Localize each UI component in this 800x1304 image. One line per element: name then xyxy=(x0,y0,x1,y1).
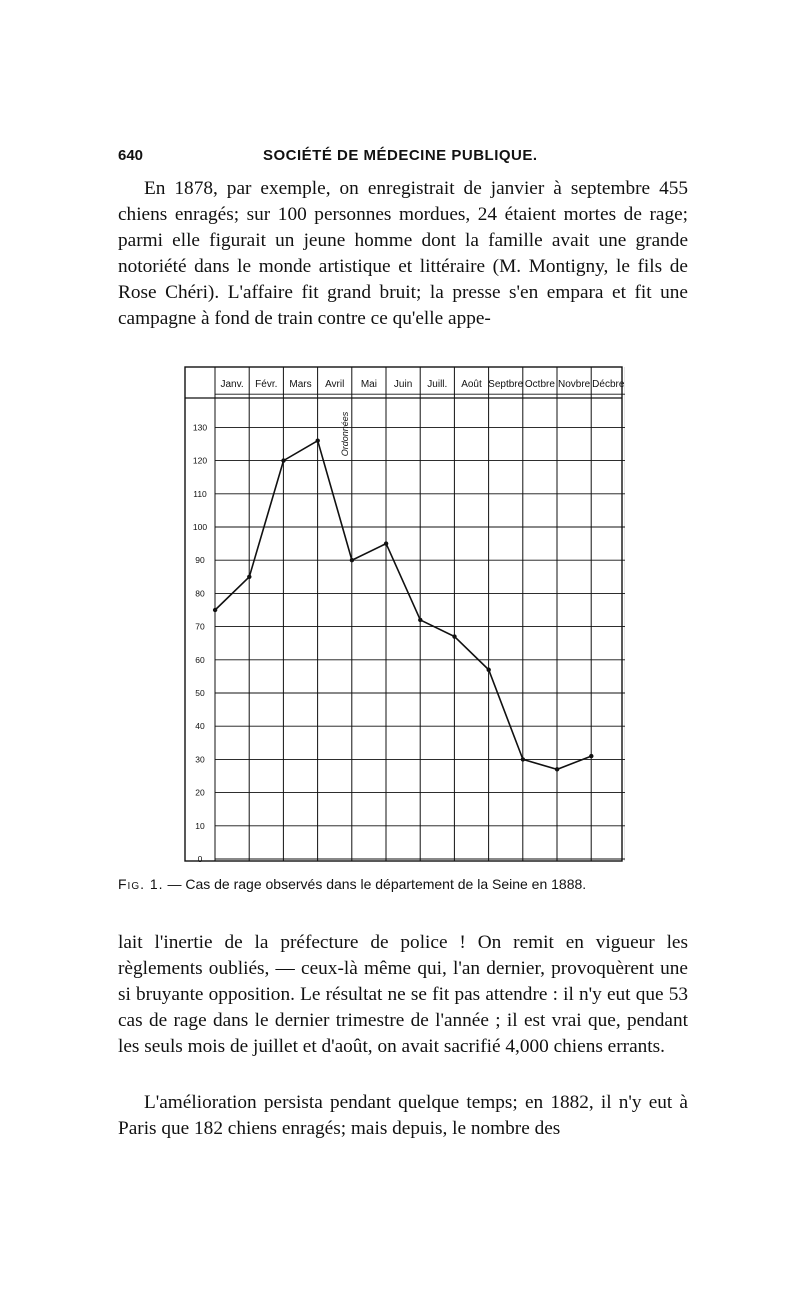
data-point xyxy=(555,767,559,771)
y-tick-label: 50 xyxy=(195,688,205,698)
y-tick-label: 70 xyxy=(195,621,205,632)
data-point xyxy=(418,618,422,622)
month-label: Mai xyxy=(360,379,377,390)
y-tick-label: 130 xyxy=(192,422,208,433)
figure-caption xyxy=(118,876,688,892)
data-point xyxy=(487,668,491,672)
data-point xyxy=(384,541,388,545)
y-tick-label: 30 xyxy=(195,754,205,765)
month-label: Janv. xyxy=(220,379,244,390)
data-point xyxy=(281,458,285,462)
figure-label: Fig. 1. xyxy=(118,876,164,892)
y-tick-label: 60 xyxy=(195,654,205,665)
chart-series xyxy=(213,438,594,771)
chart-grid xyxy=(185,367,625,861)
month-label: Septbre xyxy=(488,379,524,390)
series-line xyxy=(215,441,591,770)
month-label: Févr. xyxy=(255,379,278,390)
y-tick-label: 40 xyxy=(195,721,205,732)
running-title: SOCIÉTÉ DE MÉDECINE PUBLIQUE. xyxy=(263,147,538,164)
paragraph-1: En 1878, par exemple, on enregistrait de janvier à septembre 455 chiens enragés; sur 100 personnes mordues, 24 étaient mortes de rage; parmi elle figurait un jeune homme dont la famille avait une grande notoriété dans le monde artistique et littéraire (M. Montigny, le fils de Rose Chéri). L'affaire fit grand bruit; la presse s'en empara et fit une campagne à fond de train contre ce qu'elle appe- xyxy=(118,178,688,329)
figure-caption-text: — Cas de rage observés dans le département de la Seine en 1888. xyxy=(163,876,587,892)
data-point xyxy=(247,575,251,579)
month-label: Mars xyxy=(289,379,312,390)
data-point xyxy=(521,757,525,761)
month-label: Avril xyxy=(325,379,345,390)
month-label: Juin xyxy=(393,379,413,390)
y-tick-label: 0 xyxy=(197,854,203,864)
y-tick-label: 120 xyxy=(192,455,208,466)
y-tick-label: 90 xyxy=(195,555,205,566)
chart-svg xyxy=(180,365,625,865)
data-point xyxy=(316,438,320,442)
chart-labels xyxy=(193,379,625,864)
y-tick-label: 100 xyxy=(192,522,208,532)
data-point xyxy=(452,634,456,638)
chart-frame xyxy=(185,367,622,861)
month-label: Novbre xyxy=(557,379,591,390)
data-point xyxy=(589,754,593,758)
y-axis-label: Ordonnées xyxy=(339,411,350,457)
month-label: Octbre xyxy=(524,379,555,390)
y-tick-label: 80 xyxy=(195,588,205,599)
y-tick-label: 20 xyxy=(195,787,205,798)
month-label: Août xyxy=(461,379,482,390)
data-point xyxy=(213,608,217,612)
y-tick-label: 110 xyxy=(193,488,207,499)
data-point xyxy=(350,558,354,562)
paragraph-3: L'amélioration persista pendant quelque temps; en 1882, il n'y eut à Paris que 182 chiens enragés; mais depuis, le nombre des xyxy=(118,1092,688,1139)
paragraph-2: lait l'inertie de la préfecture de police ! On remit en vigueur les règlements oubliés, — ceux-là même qui, l'an dernier, provoquèrent une si bruyante opposition. Le résultat ne se fit pas attendre : il n'y eut que 53 cas de rage dans le dernier trimestre de l'année ; il est vrai que, pendant les seuls mois de juillet et d'août, on avait sacrifié 4,000 chiens errants. xyxy=(118,932,688,1057)
page-header xyxy=(118,147,688,169)
page-number: 640 xyxy=(118,147,144,164)
month-label: Juill. xyxy=(427,379,448,390)
rabies-cases-chart xyxy=(180,365,625,870)
month-label: Décbre xyxy=(592,379,625,390)
y-tick-label: 10 xyxy=(195,820,205,831)
